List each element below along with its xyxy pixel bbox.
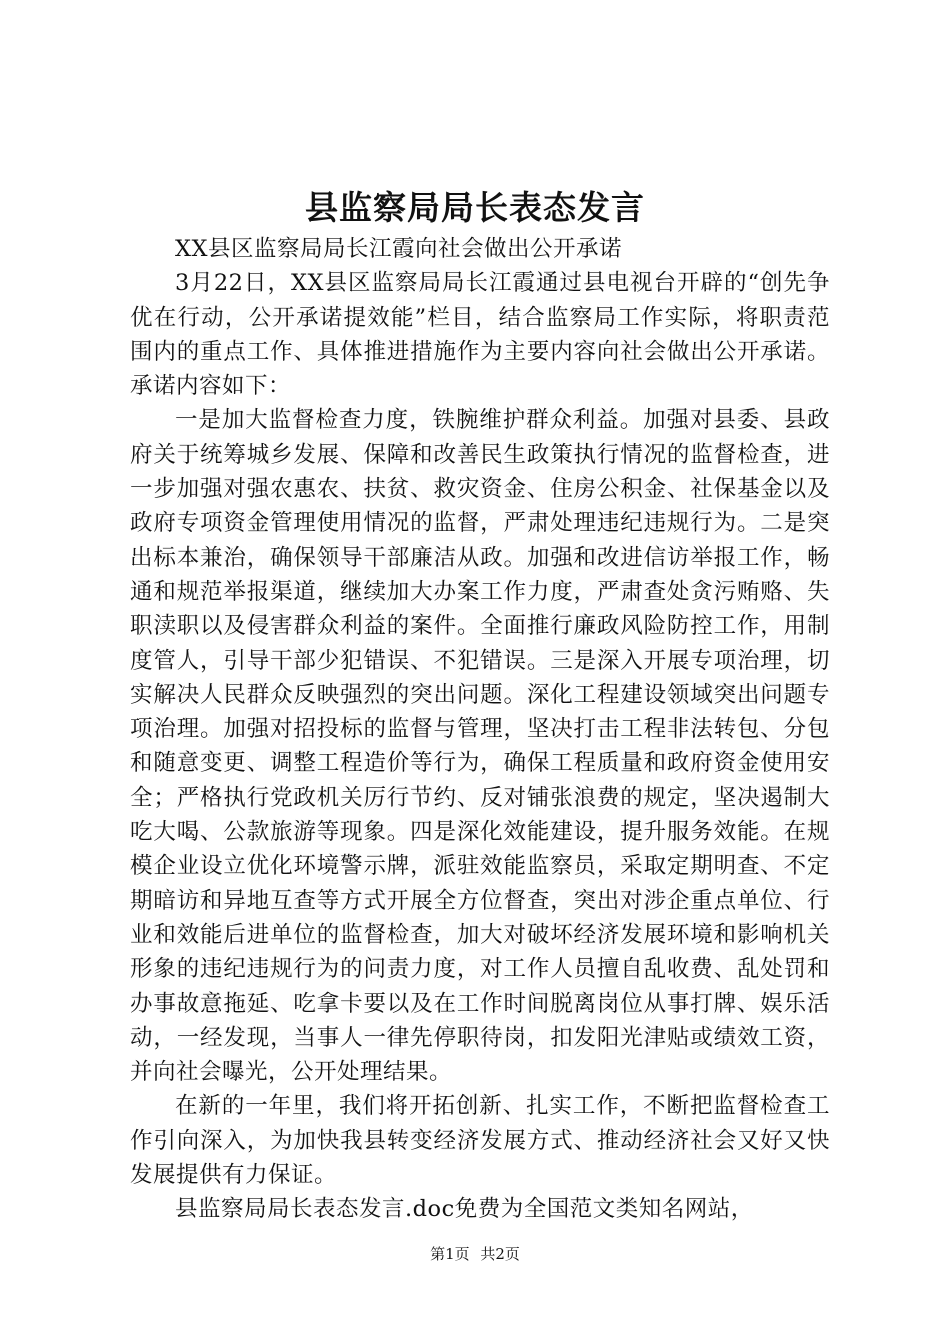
document-body (130, 232, 830, 1227)
paragraph-subheading: XX县区监察局局长江霞向社会做出公开承诺 (175, 236, 623, 262)
page-number: 第1页 (430, 1245, 470, 1263)
page-total: 共2页 (480, 1245, 520, 1263)
paragraph-commitments: 一是加大监督检查力度，铁腕维护群众利益。加强对县委、县政府关于统筹城乡发展、保障和改善民生政策执行情况的监督检查，进一步加强对强农惠农、扶贫、救灾资金、住房公积金、社保基金以及政府专项资金管理使用情况的监督，严肃处理违纪违规行为。二是突出标本兼治，确保领导干部廉洁从政。加强和改进信访举报工作，畅通和规范举报渠道，继续加大办案工作力度，严肃查处贪污贿赂、失职渎职以及侵害群众利益的案件。全面推行廉政风险防控工作，用制度管人，引导干部少犯错误、不犯错误。三是深入开展专项治理，切实解决人民群众反映强烈的突出问题。深化工程建设领域突出问题专项治理。加强对招投标的监督与管理，坚决打击工程非法转包、分包和随意变更、调整工程造价等行为，确保工程质量和政府资金使用安全；严格执行党政机关厉行节约、反对铺张浪费的规定，坚决遏制大吃大喝、公款旅游等现象。四是深化效能建设，提升服务效能。在规模企业设立优化环境警示牌，派驻效能监察员，采取定期明查、不定期暗访和异地互查等方式开展全方位督查，突出对涉企重点单位、行业和效能后进单位的监督检查，加大对破坏经济发展环境和影响机关形象的违纪违规行为的问责力度，对工作人员擅自乱收费、乱处罚和办事故意拖延、吃拿卡要以及在工作时间脱离岗位从事打牌、娱乐活动，一经发现，当事人一律先停职待岗，扣发阳光津贴或绩效工资，并向社会曝光，公开处理结果。 (130, 407, 830, 1086)
document-title: 县监察局局长表态发言 (305, 188, 645, 227)
paragraph-source-note: 县监察局局长表态发言.doc免费为全国范文类知名网站， (175, 1196, 754, 1223)
page-footer (0, 1244, 950, 1264)
paragraph-closing: 在新的一年里，我们将开拓创新、扎实工作，不断把监督检查工作引向深入，为加快我县转变经济发展方式、推动经济社会又好又快发展提供有力保证。 (130, 1093, 830, 1189)
paragraph-intro: 3月22日，XX县区监察局局长江霞通过县电视台开辟的“创先争优在行动，公开承诺提效能”栏目，结合监察局工作实际，将职责范围内的重点工作、具体推进措施作为主要内容向社会做出公开承诺。承诺内容如下： (130, 270, 830, 400)
